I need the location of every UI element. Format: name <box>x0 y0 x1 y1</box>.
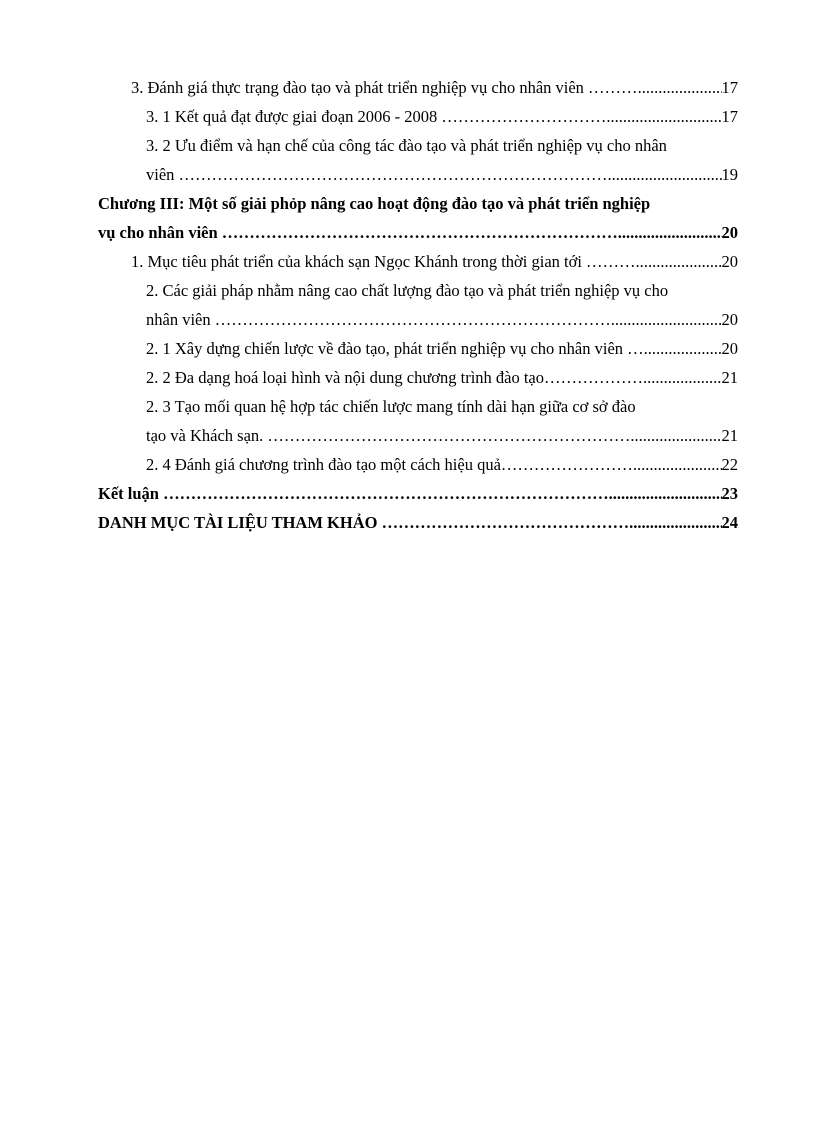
toc-entry-text: 2. 4 Đánh giá chương trình đào tạo một cách hiệu quả…………………….. <box>146 455 642 474</box>
toc-page-number: 17 <box>721 78 738 97</box>
toc-page-number: 21 <box>721 368 738 387</box>
toc-page-number: 21 <box>721 426 738 445</box>
toc-entry[interactable] <box>98 131 738 189</box>
toc-entry[interactable] <box>98 450 738 479</box>
toc-entry-text: 3. 1 Kết quả đạt được giai đoạn 2006 - 2008 ………………………….. <box>146 107 615 126</box>
dot-leader <box>641 450 721 479</box>
dot-leader <box>638 73 722 102</box>
toc-entry[interactable] <box>98 276 738 334</box>
dot-leader <box>608 160 722 189</box>
toc-page-number: 22 <box>721 455 738 474</box>
dot-leader <box>644 247 722 276</box>
dot-leader <box>644 334 722 363</box>
toc-page-number: 19 <box>721 165 738 184</box>
toc-entry[interactable] <box>98 334 738 363</box>
toc-entry[interactable] <box>98 189 738 247</box>
toc-entry[interactable] <box>98 508 738 537</box>
toc-entry-text: Kết luận ……………………………………………………………………… <box>98 484 609 503</box>
toc-page-number: 24 <box>721 513 738 532</box>
toc-entry-text: 2. 3 Tạo mối quan hệ hợp tác chiến lược mang tính dài hạn giữa cơ sở đào <box>146 397 636 416</box>
toc-entry-text: tạo và Khách sạn. ………………………………………………………….. <box>146 426 639 445</box>
toc-entry-text: nhân viên ……………………………………………………………… <box>146 310 611 329</box>
toc-entry-text: 2. 2 Đa dạng hoá loại hình và nội dung chương trình đào tạo……………….. <box>146 368 652 387</box>
dot-leader <box>611 305 722 334</box>
dot-leader <box>639 421 722 450</box>
toc-entry-text: 2. Các giải pháp nhằm nâng cao chất lượng đào tạo và phát triển nghiệp vụ cho <box>146 281 669 300</box>
toc-page-number: 20 <box>721 252 738 271</box>
toc-page-number: 17 <box>721 107 738 126</box>
toc-entry[interactable] <box>98 479 738 508</box>
toc-entry-text: Chương III: Một số giải phỏp nâng cao hoạt động đào tạo và phát triển nghiệp <box>98 194 651 213</box>
dot-leader <box>609 479 722 508</box>
toc-page-number: 23 <box>721 484 738 503</box>
toc-page-number: 20 <box>721 339 738 358</box>
toc-entry-text: viên …………………………………………………………………… <box>146 165 608 184</box>
dot-leader <box>629 508 721 537</box>
dot-leader <box>615 102 722 131</box>
toc-entry-text: 1. Mục tiêu phát triển của khách sạn Ngọc Khánh trong thời gian tới ……….. <box>131 252 644 271</box>
toc-entry-text: 2. 1 Xây dựng chiến lược về đào tạo, phát triển nghiệp vụ cho nhân viên … <box>146 339 644 358</box>
toc-entry-text: 3. Đánh giá thực trạng đào tạo và phát triển nghiệp vụ cho nhân viên ……… <box>131 78 638 97</box>
dot-leader <box>651 363 721 392</box>
toc-entry[interactable] <box>98 363 738 392</box>
toc-entry[interactable] <box>98 102 738 131</box>
toc-page-number: 20 <box>721 223 738 242</box>
toc-entry[interactable] <box>98 392 738 450</box>
toc-entry-text: 3. 2 Ưu điểm và hạn chế của công tác đào tạo và phát triển nghiệp vụ cho nhân <box>146 136 667 155</box>
table-of-contents <box>98 73 738 537</box>
toc-page-number: 20 <box>721 310 738 329</box>
toc-entry[interactable] <box>98 247 738 276</box>
toc-entry-text: vụ cho nhân viên ……………………………………………………………… <box>98 223 618 242</box>
dot-leader <box>618 218 722 247</box>
toc-entry[interactable] <box>98 73 738 102</box>
toc-entry-text: DANH MỤC TÀI LIỆU THAM KHẢO ……………………………………… <box>98 513 630 532</box>
